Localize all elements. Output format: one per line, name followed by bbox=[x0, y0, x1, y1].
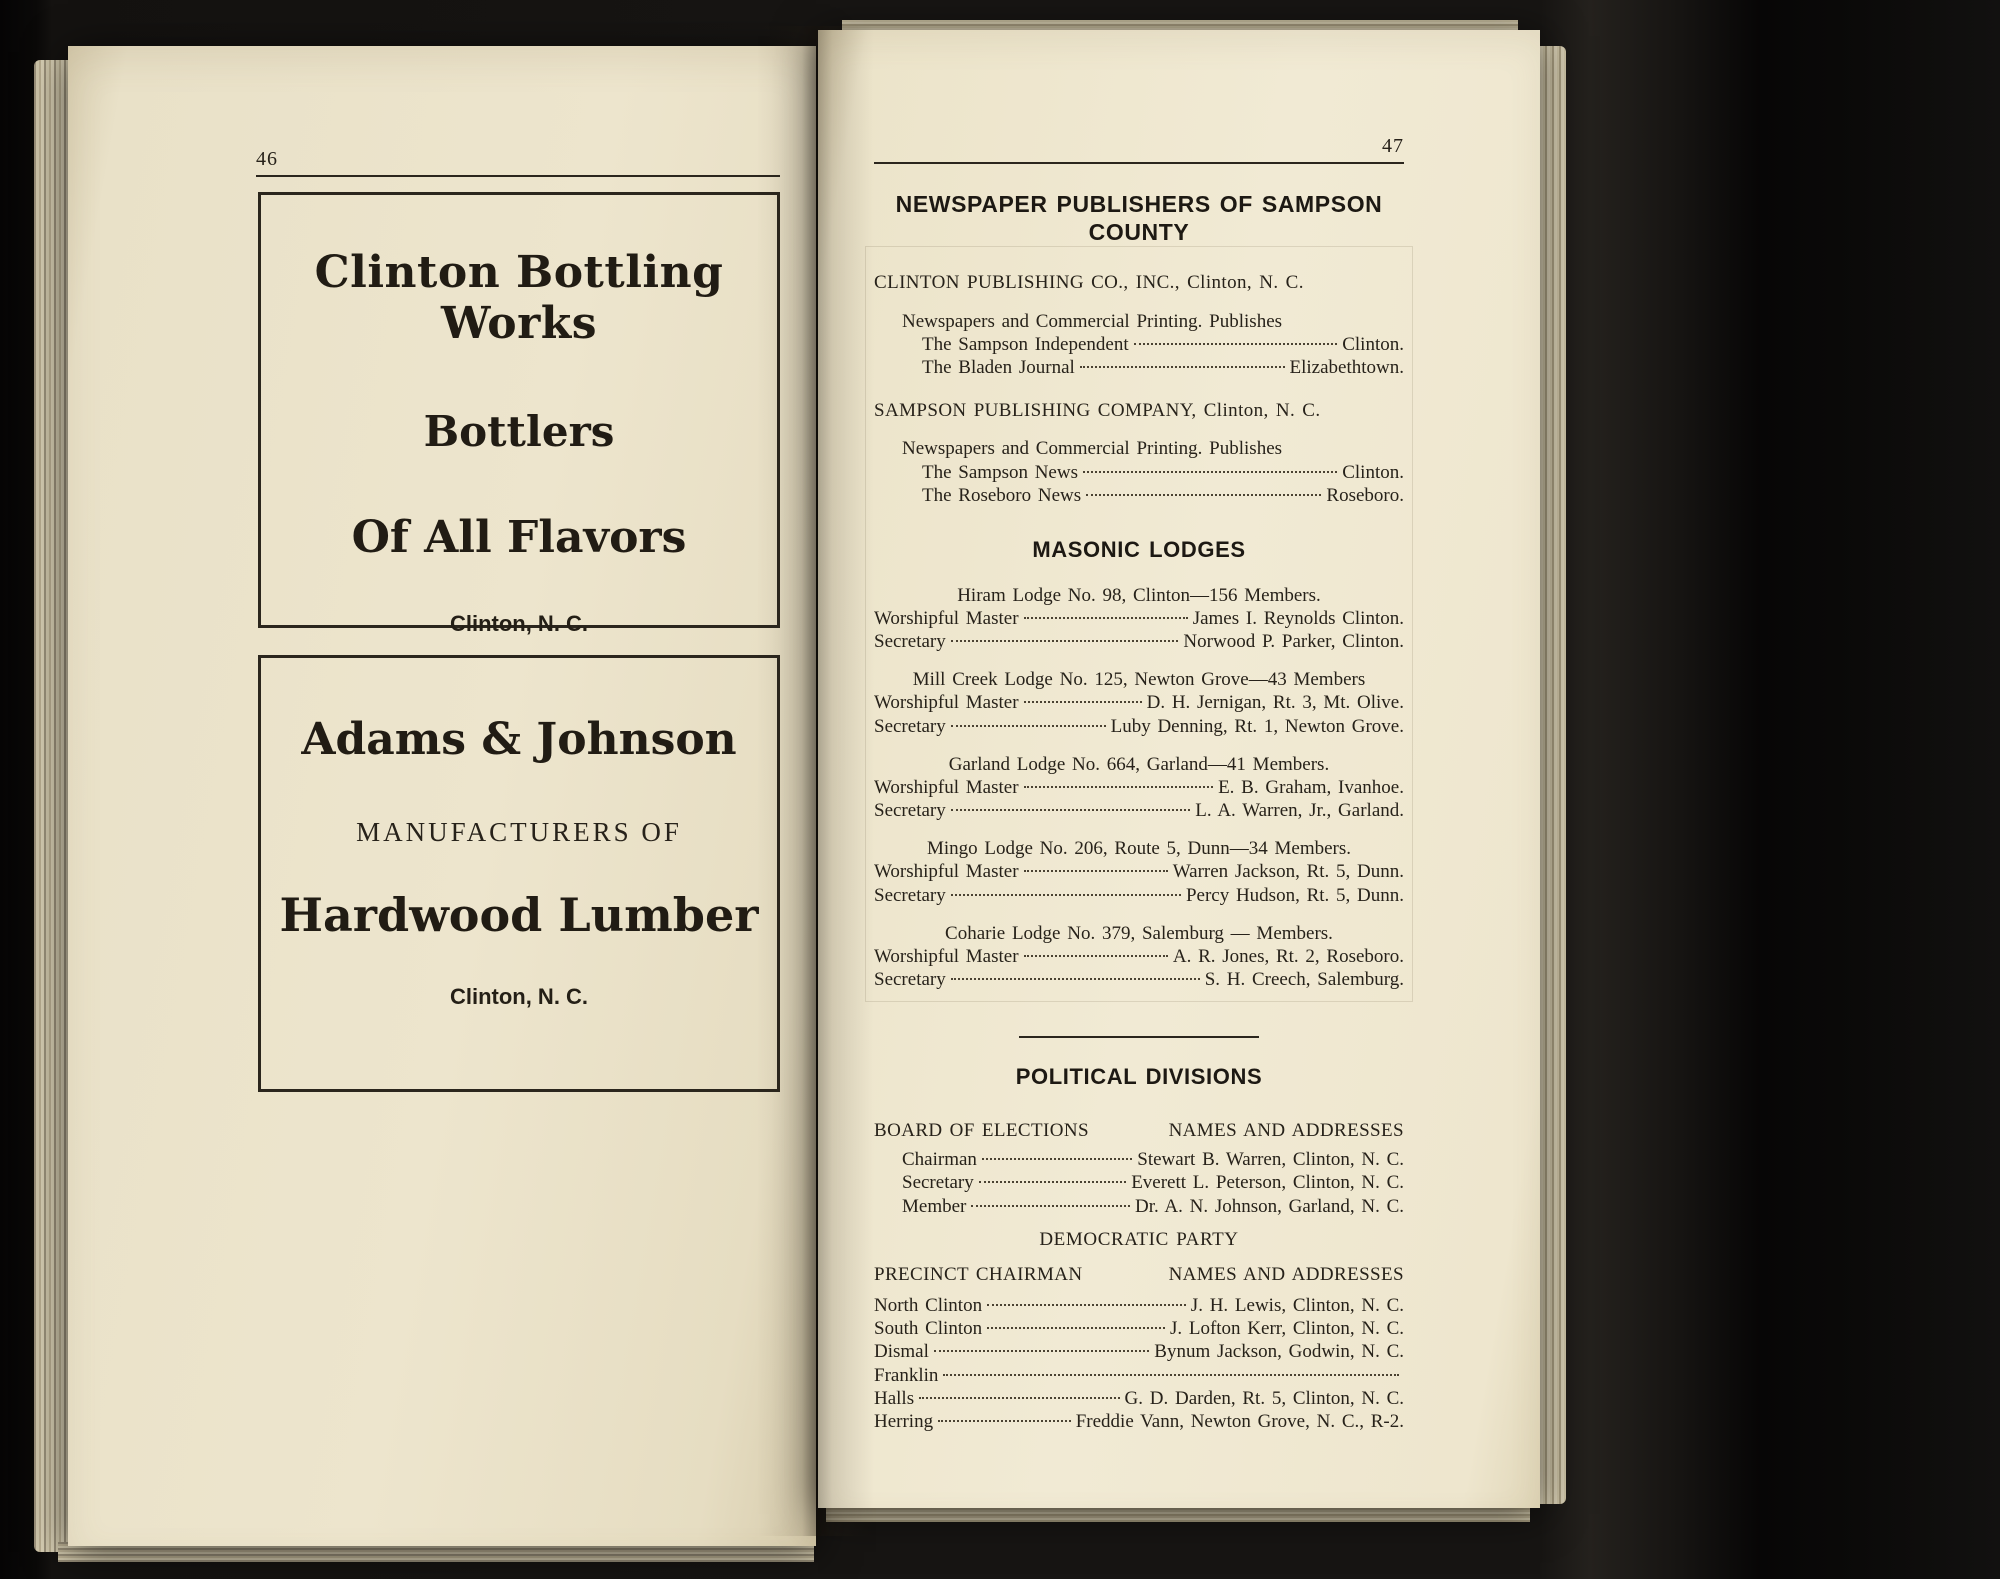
officer-name: Percy Hudson, Rt. 5, Dunn. bbox=[1185, 884, 1404, 906]
page-edge-stack-left bbox=[34, 60, 72, 1552]
publisher-name: SAMPSON PUBLISHING COMPANY, Clinton, N. C. bbox=[874, 400, 1321, 422]
left-page-header bbox=[256, 148, 780, 177]
dot-leader bbox=[951, 978, 1200, 980]
page-edge-stack-right bbox=[1536, 46, 1566, 1504]
ad-bottling-title: Clinton Bottling Works bbox=[314, 247, 724, 349]
officer-name: Warren Jackson, Rt. 5, Dunn. bbox=[1172, 861, 1404, 883]
dot-leader bbox=[919, 1397, 1119, 1399]
political-section-heading: POLITICAL DIVISIONS bbox=[1015, 1064, 1263, 1090]
board-role: Chairman bbox=[902, 1149, 977, 1171]
ad-clinton-bottling-works bbox=[258, 192, 780, 636]
dot-leader bbox=[951, 809, 1191, 811]
publisher-note: Newspapers and Commercial Printing. Publishes bbox=[902, 310, 1283, 332]
board-right-header: NAMES AND ADDRESSES bbox=[1168, 1120, 1404, 1142]
dot-leader bbox=[1083, 471, 1337, 473]
dot-leader bbox=[1134, 343, 1338, 345]
precinct-name: Franklin bbox=[874, 1364, 939, 1386]
dot-leader bbox=[951, 725, 1106, 727]
lodge-title: Mill Creek Lodge No. 125, Newton Grove—43 Members bbox=[912, 669, 1366, 691]
board-person: Stewart B. Warren, Clinton, N. C. bbox=[1137, 1149, 1404, 1171]
masonic-section-heading: MASONIC LODGES bbox=[1032, 536, 1246, 562]
officer-title: Secretary bbox=[874, 969, 946, 991]
paper-name: The Sampson Independent bbox=[922, 333, 1129, 355]
officer-name: A. R. Jones, Rt. 2, Roseboro. bbox=[1172, 945, 1404, 967]
precinct-row bbox=[874, 1294, 1404, 1317]
officer-title: Worshipful Master bbox=[874, 945, 1019, 967]
dot-leader bbox=[982, 1158, 1132, 1160]
left-page-number: 46 bbox=[256, 148, 278, 170]
officer-title: Worshipful Master bbox=[874, 692, 1019, 714]
right-page-content bbox=[874, 134, 1404, 1433]
precinct-headers bbox=[874, 1263, 1404, 1286]
precinct-chairman: Freddie Vann, Newton Grove, N. C., R-2. bbox=[1075, 1410, 1404, 1432]
paper-location: Clinton. bbox=[1342, 461, 1404, 483]
paper-name: The Roseboro News bbox=[922, 484, 1082, 506]
publisher-note: Newspapers and Commercial Printing. Publishes bbox=[902, 438, 1283, 460]
precinct-name: South Clinton bbox=[874, 1318, 983, 1340]
precinct-row bbox=[874, 1317, 1404, 1340]
paper-name: The Sampson News bbox=[922, 461, 1078, 483]
board-role: Secretary bbox=[902, 1172, 974, 1194]
dot-leader bbox=[1080, 366, 1285, 368]
board-role: Member bbox=[902, 1195, 967, 1217]
dot-leader bbox=[938, 1420, 1071, 1422]
precinct-rows bbox=[874, 1294, 1404, 1433]
officer-title: Worshipful Master bbox=[874, 607, 1019, 629]
paper-location: Elizabethtown. bbox=[1289, 357, 1404, 378]
dot-leader bbox=[1024, 955, 1168, 957]
dot-leader bbox=[987, 1327, 1165, 1329]
lodge-title: Garland Lodge No. 664, Garland—41 Members. bbox=[948, 753, 1330, 775]
officer-name: E. B. Graham, Ivanhoe. bbox=[1218, 776, 1404, 798]
precinct-chairman: Bynum Jackson, Godwin, N. C. bbox=[1154, 1341, 1404, 1363]
precinct-name: Halls bbox=[874, 1387, 915, 1409]
ad-lumber-product: Hardwood Lumber bbox=[279, 888, 759, 942]
newspaper-section-heading: NEWSPAPER PUBLISHERS OF SAMPSON COUNTY bbox=[895, 191, 1383, 246]
precinct-right-header: NAMES AND ADDRESSES bbox=[1168, 1263, 1404, 1285]
dot-leader bbox=[971, 1205, 1130, 1207]
officer-name: Norwood P. Parker, Clinton. bbox=[1183, 631, 1404, 653]
board-of-elections-headers bbox=[874, 1119, 1404, 1142]
officer-title: Secretary bbox=[874, 715, 946, 737]
lodge-title: Mingo Lodge No. 206, Route 5, Dunn—34 Members. bbox=[926, 838, 1352, 860]
newspaper-masonic-block bbox=[865, 246, 1413, 1002]
dot-leader bbox=[1024, 786, 1214, 788]
dot-leader bbox=[951, 640, 1179, 642]
section-divider-rule bbox=[1019, 1036, 1259, 1038]
dot-leader bbox=[951, 894, 1181, 896]
ad-bottling-line2: Bottlers bbox=[423, 407, 615, 456]
right-page-number: 47 bbox=[1382, 135, 1404, 157]
board-person: Dr. A. N. Johnson, Garland, N. C. bbox=[1134, 1195, 1404, 1217]
paper-row bbox=[874, 484, 1404, 507]
precinct-left-header: PRECINCT CHAIRMAN bbox=[874, 1263, 1083, 1285]
ad-bottling-line3: Of All Flavors bbox=[351, 512, 687, 563]
officer-row bbox=[874, 715, 1404, 738]
dot-leader bbox=[1024, 701, 1142, 703]
precinct-chairman: J. Lofton Kerr, Clinton, N. C. bbox=[1169, 1318, 1404, 1340]
ad-lumber-subtitle: MANUFACTURERS OF bbox=[356, 817, 682, 847]
paper-location: Clinton. bbox=[1342, 333, 1404, 355]
officer-name: D. H. Jernigan, Rt. 3, Mt. Olive. bbox=[1146, 692, 1404, 714]
precinct-name: Herring bbox=[874, 1410, 934, 1432]
board-person: Everett L. Peterson, Clinton, N. C. bbox=[1131, 1172, 1404, 1194]
precinct-row bbox=[874, 1364, 1404, 1387]
lodge-title: Coharie Lodge No. 379, Salemburg — Members. bbox=[945, 922, 1333, 944]
officer-name: James I. Reynolds Clinton. bbox=[1192, 607, 1404, 629]
officer-row bbox=[874, 968, 1404, 991]
publisher-name: CLINTON PUBLISHING CO., INC., Clinton, N. C. bbox=[874, 272, 1304, 294]
board-row bbox=[874, 1148, 1404, 1171]
precinct-row bbox=[874, 1387, 1404, 1410]
precinct-chairman: G. D. Darden, Rt. 5, Clinton, N. C. bbox=[1124, 1387, 1404, 1409]
officer-row bbox=[874, 884, 1404, 907]
officer-title: Worshipful Master bbox=[874, 861, 1019, 883]
left-page bbox=[68, 46, 816, 1546]
officer-title: Secretary bbox=[874, 884, 946, 906]
precinct-chairman: J. H. Lewis, Clinton, N. C. bbox=[1190, 1295, 1404, 1317]
paper-location: Roseboro. bbox=[1326, 484, 1404, 506]
officer-row bbox=[874, 630, 1404, 653]
ad-bottling-city: Clinton, N. C. bbox=[449, 611, 589, 636]
precinct-row bbox=[874, 1340, 1404, 1363]
officer-row bbox=[874, 945, 1404, 968]
right-page-header-rule bbox=[874, 162, 1404, 164]
officer-row bbox=[874, 860, 1404, 883]
democratic-party-heading: DEMOCRATIC PARTY bbox=[1039, 1228, 1239, 1250]
dot-leader bbox=[1024, 617, 1188, 619]
officer-row bbox=[874, 691, 1404, 714]
board-left-header: BOARD OF ELECTIONS bbox=[874, 1120, 1089, 1142]
dot-leader bbox=[943, 1374, 1399, 1376]
dot-leader bbox=[934, 1350, 1149, 1352]
precinct-row bbox=[874, 1410, 1404, 1433]
paper-row bbox=[874, 333, 1404, 356]
officer-row bbox=[874, 776, 1404, 799]
board-row bbox=[874, 1195, 1404, 1218]
ad-lumber-title: Adams & Johnson bbox=[301, 714, 737, 765]
officer-name: S. H. Creech, Salemburg. bbox=[1204, 969, 1404, 991]
officer-row bbox=[874, 799, 1404, 822]
paper-name: The Bladen Journal bbox=[922, 357, 1075, 378]
officer-title: Secretary bbox=[874, 800, 946, 822]
ad-adams-johnson bbox=[258, 655, 780, 1092]
board-of-elections-rows bbox=[874, 1148, 1404, 1218]
paper-row bbox=[874, 461, 1404, 484]
officer-title: Worshipful Master bbox=[874, 776, 1019, 798]
dot-leader bbox=[1086, 494, 1321, 496]
dot-leader bbox=[987, 1304, 1186, 1306]
board-row bbox=[874, 1171, 1404, 1194]
paper-row bbox=[874, 356, 1404, 379]
officer-name: Luby Denning, Rt. 1, Newton Grove. bbox=[1110, 715, 1404, 737]
right-page bbox=[818, 30, 1540, 1508]
lodge-title: Hiram Lodge No. 98, Clinton—156 Members. bbox=[957, 584, 1321, 606]
precinct-name: North Clinton bbox=[874, 1295, 983, 1317]
precinct-name: Dismal bbox=[874, 1341, 929, 1363]
left-page-header-rule bbox=[256, 175, 780, 177]
officer-row bbox=[874, 607, 1404, 630]
dot-leader bbox=[1024, 870, 1168, 872]
dot-leader bbox=[979, 1181, 1126, 1183]
ad-lumber-city: Clinton, N. C. bbox=[449, 984, 589, 1009]
officer-name: L. A. Warren, Jr., Garland. bbox=[1195, 800, 1404, 822]
officer-title: Secretary bbox=[874, 631, 946, 653]
